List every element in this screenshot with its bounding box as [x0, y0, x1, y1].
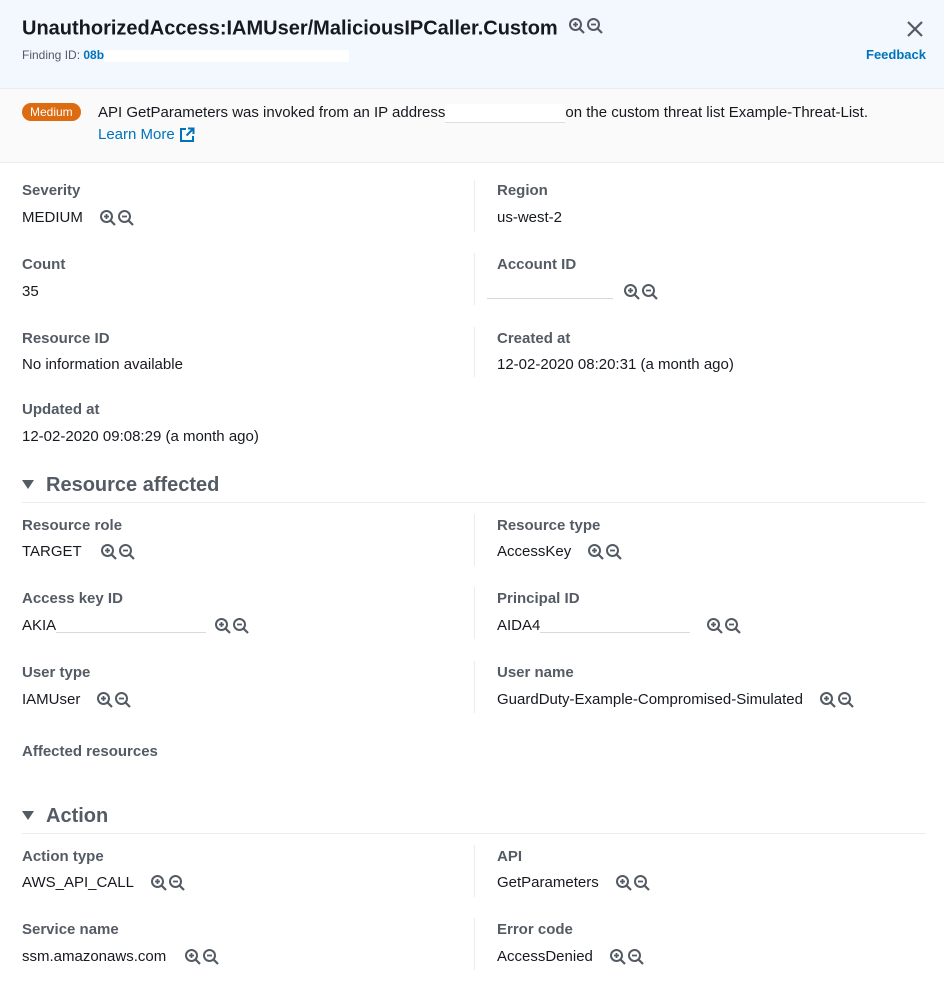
zoom-controls	[99, 209, 135, 227]
column-divider	[474, 661, 475, 713]
section-divider	[22, 833, 926, 834]
zoom-out-icon[interactable]	[232, 617, 250, 635]
zoom-controls	[96, 691, 132, 709]
updated-at-label: Updated at	[22, 401, 100, 418]
zoom-in-icon[interactable]	[706, 617, 724, 635]
column-divider	[474, 918, 475, 970]
principal-id-value	[497, 617, 742, 635]
zoom-in-icon[interactable]	[100, 543, 118, 561]
resource-role-value	[22, 543, 136, 561]
resource-type-value	[497, 543, 623, 561]
zoom-in-icon[interactable]	[99, 209, 117, 227]
user-type-text: IAMUser	[22, 691, 81, 708]
access-key-id-value	[22, 617, 250, 635]
finding-id-value[interactable]: 08b	[83, 48, 105, 62]
user-name-label: User name	[497, 664, 574, 681]
action-type-text: AWS_API_CALL	[22, 874, 134, 891]
redacted-block	[487, 285, 613, 299]
zoom-out-icon[interactable]	[114, 691, 132, 709]
finding-header	[0, 0, 944, 88]
resource-affected-heading: Resource affected	[46, 474, 220, 496]
column-divider	[474, 180, 475, 232]
resource-affected-section-toggle[interactable]	[22, 474, 219, 497]
zoom-out-icon[interactable]	[724, 617, 742, 635]
region-label: Region	[497, 182, 548, 199]
column-divider	[474, 327, 475, 377]
resource-role-text: TARGET	[22, 543, 82, 560]
section-divider	[22, 502, 926, 503]
region-value: us-west-2	[497, 209, 563, 226]
column-divider	[474, 587, 475, 639]
zoom-controls	[184, 948, 220, 966]
zoom-out-icon[interactable]	[586, 17, 604, 35]
column-divider	[474, 253, 475, 305]
resource-id-value: No information available	[22, 356, 183, 373]
caret-down-icon	[22, 480, 34, 489]
principal-id-label: Principal ID	[497, 590, 580, 607]
finding-title	[22, 17, 604, 41]
resource-type-label: Resource type	[497, 517, 601, 534]
access-key-id-label: Access key ID	[22, 590, 123, 607]
principal-id-text: AIDA4	[497, 617, 541, 634]
redacted-block	[540, 619, 690, 633]
service-name-label: Service name	[22, 921, 119, 938]
severity-label: Severity	[22, 182, 81, 199]
user-name-text: GuardDuty-Example-Compromised-Simulated	[497, 691, 803, 708]
zoom-controls	[150, 874, 186, 892]
severity-value	[22, 209, 135, 227]
access-key-id-text: AKIA	[22, 617, 57, 634]
zoom-in-icon[interactable]	[615, 874, 633, 892]
error-code-text: AccessDenied	[497, 948, 593, 965]
zoom-controls	[623, 283, 659, 301]
finding-description	[98, 104, 868, 122]
created-at-label: Created at	[497, 330, 571, 347]
error-code-label: Error code	[497, 921, 573, 938]
zoom-out-icon[interactable]	[641, 283, 659, 301]
service-name-value	[22, 948, 220, 966]
zoom-in-icon[interactable]	[623, 283, 641, 301]
zoom-controls	[706, 617, 742, 635]
redacted-block	[445, 104, 565, 122]
zoom-in-icon[interactable]	[214, 617, 232, 635]
redacted-block	[56, 619, 206, 633]
service-name-text: ssm.amazonaws.com	[22, 948, 167, 965]
severity-badge: Medium	[22, 103, 81, 121]
error-code-value	[497, 948, 645, 966]
zoom-out-icon[interactable]	[627, 948, 645, 966]
title-zoom-controls	[568, 17, 604, 41]
close-icon[interactable]	[904, 18, 926, 40]
count-label: Count	[22, 256, 66, 273]
feedback-link[interactable]: Feedback	[866, 47, 926, 62]
action-heading: Action	[46, 805, 109, 827]
action-section-toggle[interactable]	[22, 805, 108, 828]
zoom-in-icon[interactable]	[819, 691, 837, 709]
action-type-value	[22, 874, 186, 892]
resource-role-label: Resource role	[22, 517, 123, 534]
column-divider	[474, 514, 475, 566]
zoom-out-icon[interactable]	[202, 948, 220, 966]
external-link-icon	[179, 127, 195, 143]
zoom-controls	[615, 874, 651, 892]
zoom-in-icon[interactable]	[96, 691, 114, 709]
zoom-controls	[100, 543, 136, 561]
finding-id-line	[22, 48, 349, 62]
action-type-label: Action type	[22, 848, 104, 865]
severity-text: MEDIUM	[22, 209, 83, 226]
zoom-out-icon[interactable]	[168, 874, 186, 892]
zoom-in-icon[interactable]	[184, 948, 202, 966]
zoom-controls	[819, 691, 855, 709]
updated-at-value: 12-02-2020 09:08:29 (a month ago)	[22, 428, 259, 445]
zoom-controls	[609, 948, 645, 966]
zoom-out-icon[interactable]	[118, 543, 136, 561]
user-name-value	[497, 691, 855, 709]
finding-title-text: UnauthorizedAccess:IAMUser/MaliciousIPCaller.Custom	[22, 17, 558, 40]
description-text-end: on the custom threat list Example-Threat-List.	[565, 104, 869, 121]
account-id-value	[487, 283, 659, 301]
created-at-value: 12-02-2020 08:20:31 (a month ago)	[497, 356, 734, 373]
zoom-controls	[214, 617, 250, 635]
api-label: API	[497, 848, 523, 865]
api-text: GetParameters	[497, 874, 599, 891]
zoom-in-icon[interactable]	[587, 543, 605, 561]
zoom-out-icon[interactable]	[117, 209, 135, 227]
zoom-out-icon[interactable]	[837, 691, 855, 709]
column-divider	[474, 845, 475, 897]
api-value	[497, 874, 651, 892]
zoom-in-icon[interactable]	[609, 948, 627, 966]
zoom-out-icon[interactable]	[633, 874, 651, 892]
user-type-label: User type	[22, 664, 91, 681]
learn-more-link[interactable]	[98, 126, 195, 143]
resource-id-label: Resource ID	[22, 330, 110, 347]
finding-summary-banner	[0, 88, 944, 163]
zoom-in-icon[interactable]	[150, 874, 168, 892]
description-text-start: API GetParameters was invoked from an IP address	[98, 104, 446, 121]
account-id-label: Account ID	[497, 256, 577, 273]
zoom-controls	[587, 543, 623, 561]
caret-down-icon	[22, 811, 34, 820]
user-type-value	[22, 691, 132, 709]
affected-resources-label: Affected resources	[22, 743, 158, 760]
finding-id-label: Finding ID:	[22, 48, 84, 62]
resource-type-text: AccessKey	[497, 543, 572, 560]
count-value: 35	[22, 283, 39, 300]
zoom-out-icon[interactable]	[605, 543, 623, 561]
zoom-in-icon[interactable]	[568, 17, 586, 35]
redacted-block	[104, 50, 349, 62]
learn-more-label: Learn More	[98, 126, 175, 143]
